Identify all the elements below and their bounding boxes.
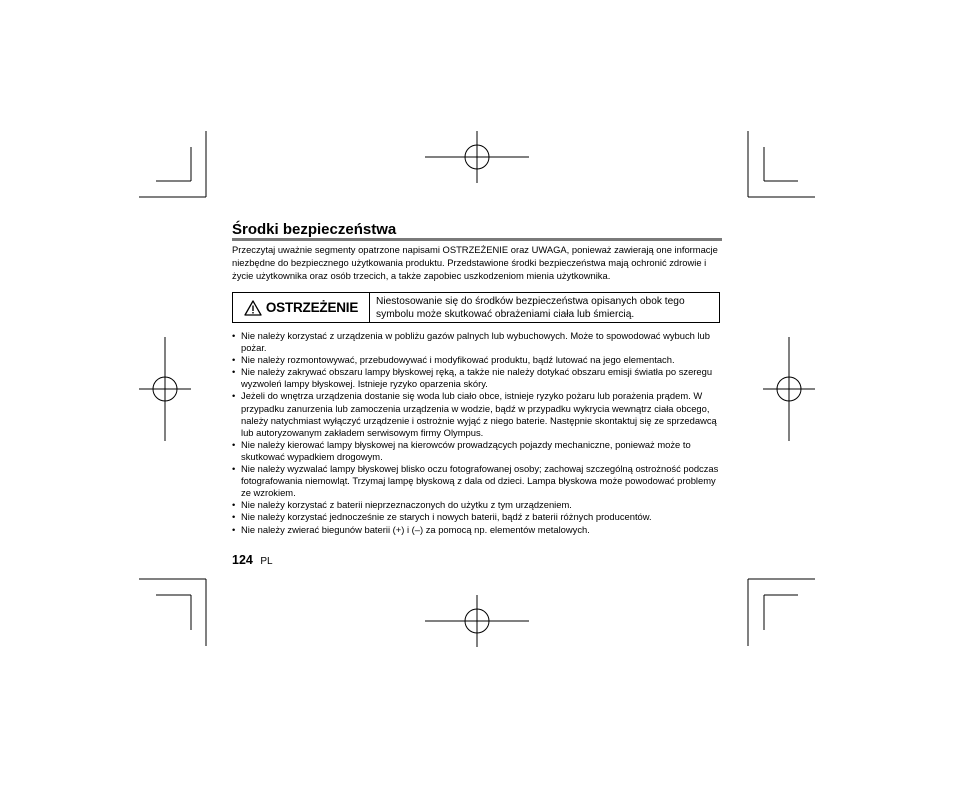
- intro-paragraph: Przeczytaj uważnie segmenty opatrzone napisami OSTRZEŻENIE oraz UWAGA, ponieważ zawierają one informacje niezbędne do bezpiecznego użytkowania produktu. Przedstawione środki bezpieczeństwa mają ochronić zdrowie i życie użytkownika oraz osób trzecich, a także zapobiec uszkodzeniom mienia użytkownika.: [232, 244, 718, 282]
- list-item-text: Nie należy korzystać z baterii nieprzeznaczonych do użytku z tym urządzeniem.: [241, 499, 572, 511]
- bullet-icon: •: [232, 463, 236, 475]
- list-item: [232, 524, 728, 536]
- list-item: [232, 499, 728, 511]
- warning-label: OSTRZEŻENIE: [265, 300, 359, 315]
- warning-label-cell: [233, 293, 370, 322]
- list-item-text: Nie należy wyzwalać lampy błyskowej blisko oczu fotografowanej osoby; zachowaj szczególną ostrożność podczas fotografowania niemowląt. Trzymaj lampę błyskową z dala od dzieci. Lampa błyskowa może powodować problemy ze wzrokiem.: [241, 463, 719, 499]
- list-item: [232, 390, 728, 438]
- bullet-icon: •: [232, 511, 236, 523]
- warning-box: [232, 292, 720, 323]
- list-item-text: Nie należy kierować lampy błyskowej na kierowców prowadzących pojazdy mechaniczne, ponieważ może to skutkować wypadkiem drogowym.: [241, 438, 691, 462]
- list-item: [232, 366, 728, 390]
- bullet-icon: •: [232, 330, 236, 341]
- safety-list: [232, 330, 728, 536]
- list-item: [232, 463, 728, 499]
- bullet-icon: •: [232, 366, 236, 378]
- bullet-icon: •: [232, 354, 236, 366]
- bullet-icon: •: [232, 390, 236, 402]
- page-footer: [232, 551, 273, 569]
- warning-text: Niestosowanie się do środków bezpieczeństwa opisanych obok tego symbolu może skutkować obrażeniami ciała lub śmiercią.: [376, 296, 685, 321]
- title-underline: [232, 238, 722, 241]
- page-number: 124: [232, 553, 253, 567]
- list-item-text: Nie należy korzystać z urządzenia w pobliżu gazów palnych lub wybuchowych. Może to spowodować wybuch lub pożar.: [241, 330, 710, 354]
- list-item-text: Jeżeli do wnętrza urządzenia dostanie się woda lub ciało obce, istnieje ryzyko pożaru lub porażenia prądem. W przypadku zanurzenia lub zamoczenia urządzenia w wodzie, bądź w przypadku wykrycia wewnątrz ciała obcego, należy natychmiast wyłączyć urządzenie i ostrożnie wyjąć z niego baterie. Następnie skontaktuj się ze sprzedawcą lub autoryzowanym zakładem serwisowym firmy Olympus.: [241, 390, 717, 438]
- language-code: PL: [260, 556, 273, 567]
- list-item-text: Nie należy zwierać biegunów baterii (+) i (–) za pomocą np. elementów metalowych.: [241, 523, 590, 535]
- list-item-text: Nie należy zakrywać obszaru lampy błyskowej ręką, a także nie należy dotykać obszaru emisji światła po szeregu wyzwoleń lampy błyskowej. Istnieje ryzyko oparzenia skóry.: [241, 366, 713, 390]
- bullet-icon: •: [232, 499, 236, 511]
- bullet-icon: •: [232, 523, 236, 535]
- warning-triangle-icon: [244, 300, 262, 316]
- list-item: [232, 511, 728, 523]
- list-item: [232, 330, 728, 354]
- section-title: Środki bezpieczeństwa: [232, 221, 397, 238]
- list-item-text: Nie należy korzystać jednocześnie ze starych i nowych baterii, bądź z baterii różnych producentów.: [241, 511, 652, 523]
- list-item-text: Nie należy rozmontowywać, przebudowywać i modyfikować produktu, bądź lutować na jego elementach.: [241, 354, 675, 366]
- list-item: [232, 439, 728, 463]
- bullet-icon: •: [232, 438, 236, 450]
- list-item: [232, 354, 728, 366]
